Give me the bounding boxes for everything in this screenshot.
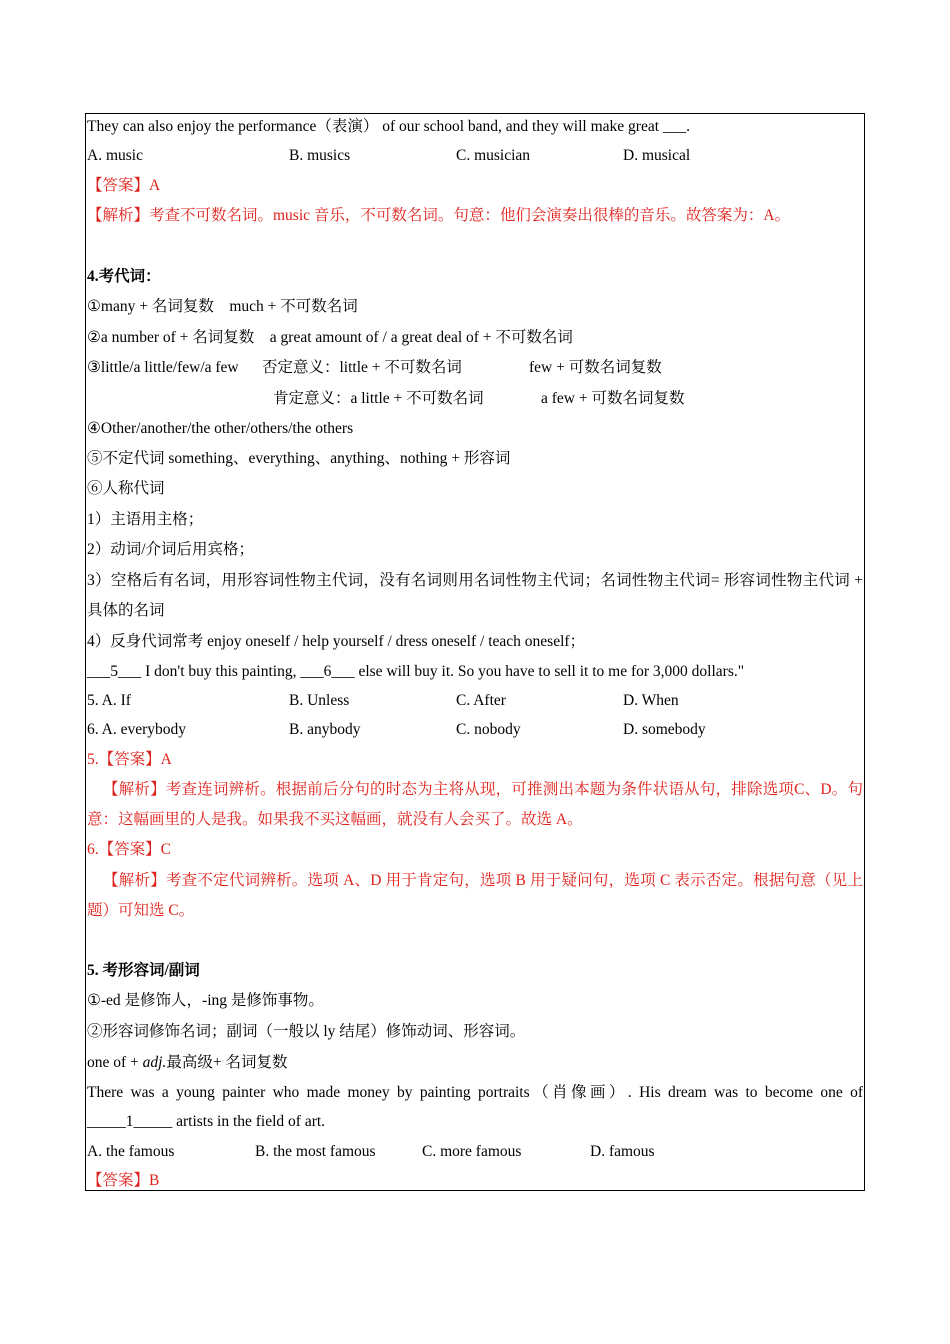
s4-sub-4: 4）反身代词常考 enjoy oneself / help yourself / dress oneself / teach oneself； (87, 633, 586, 650)
option-d: D. somebody (623, 721, 706, 738)
s4-rule-3b (87, 389, 863, 409)
s4-sub-1: 1）主语用主格； (87, 511, 204, 528)
s5-rule-3-post: 最高级+ 名词复数 (166, 1054, 288, 1071)
option-a: A. music (87, 147, 143, 164)
s4-rule-1: ①many + 名词复数 much + 不可数名词 (87, 298, 358, 315)
q1-answer: 【答案】B (87, 1172, 160, 1189)
option-d: D. famous (590, 1143, 655, 1160)
section-4-title: 4.考代词： (87, 268, 161, 285)
s4-rule-5: ⑤不定代词 something、everything、anything、nothing + 形容词 (87, 450, 511, 467)
q6-answer: 6.【答案】C (87, 841, 171, 858)
s4-rule-3-head: ③little/a little/few/a few (87, 359, 239, 376)
option-c: C. more famous (422, 1143, 522, 1160)
option-c: C. After (456, 692, 506, 709)
q3-options (87, 146, 863, 166)
s4-rule-3-negative: 否定意义：little + 不可数名词 (262, 359, 462, 376)
s4-sub-3: 3）空格后有名词，用形容词性物主代词，没有名词则用名词性物主代词；名词性物主代词= 形容词性物主代词 + 具体的名词 (87, 572, 863, 619)
option-b: B. anybody (289, 721, 361, 738)
q1-stem: There was a young painter who made money by painting portraits（肖像画）. His dream was to become one of _____1_____ artists in the field of art. (87, 1084, 863, 1130)
q6-analysis: 【解析】考查不定代词辨析。选项 A、D 用于肯定句，选项 B 用于疑问句，选项 C 表示否定。根据句意（见上题）可知选 C。 (87, 872, 863, 919)
q3-stem: They can also enjoy the performance（表演） of our school band, and they will make great ___. (87, 118, 691, 135)
q5-analysis: 【解析】考查连词辨析。根据前后分句的时态为主将从现，可推测出本题为条件状语从句，排除选项C、D。句意：这幅画里的人是我。如果我不买这幅画，就没有人会买了。故选 A。 (87, 781, 863, 828)
q6-options (87, 720, 863, 740)
s4-rule-3-positive-count: a few + 可数名词复数 (541, 390, 685, 407)
section-5-title: 5. 考形容词/副词 (87, 962, 200, 979)
s4-rule-3 (87, 358, 863, 378)
option-a: 5. A. If (87, 692, 131, 709)
q3-answer: 【答案】A (87, 177, 161, 194)
s5-rule-2: ②形容词修饰名词；副词（一般以 ly 结尾）修饰动词、形容词。 (87, 1023, 526, 1040)
content-table-cell (85, 113, 865, 1191)
option-b: B. Unless (289, 692, 350, 709)
option-c: C. musician (456, 147, 531, 164)
option-d: D. musical (623, 147, 691, 164)
s5-rule-3-adj: adj. (142, 1054, 167, 1071)
option-a: 6. A. everybody (87, 721, 187, 738)
option-b: B. musics (289, 147, 351, 164)
q5-options (87, 691, 863, 711)
s5-rule-1: ①-ed 是修饰人，-ing 是修饰事物。 (87, 992, 324, 1009)
q3-analysis: 【解析】考查不可数名词。music 音乐，不可数名词。句意：他们会演奏出很棒的音乐。故答案为：A。 (87, 207, 791, 224)
s4-rule-6: ⑥人称代词 (87, 480, 165, 497)
option-c: C. nobody (456, 721, 521, 738)
q1-options (87, 1142, 863, 1162)
s5-rule-3-pre: one of + (87, 1054, 143, 1071)
s4-rule-3-negative-count: few + 可数名词复数 (529, 359, 662, 376)
s5-rule-3 (87, 1053, 287, 1073)
s4-sub-2: 2）动词/介词后用宾格； (87, 541, 255, 558)
s4-rule-3-positive: 肯定意义：a little + 不可数名词 (273, 390, 484, 407)
s4-rule-2: ②a number of + 名词复数 a great amount of / a great deal of + 不可数名词 (87, 329, 573, 346)
s4-rule-4: ④Other/another/the other/others/the others (87, 420, 354, 437)
option-a: A. the famous (87, 1143, 175, 1160)
q5-answer: 5.【答案】A (87, 751, 172, 768)
option-d: D. When (623, 692, 679, 709)
option-b: B. the most famous (255, 1143, 376, 1160)
q5-6-stem: ___5___ I don't buy this painting, ___6___ else will buy it. So you have to sell it to me for 3,000 dollars." (87, 663, 745, 680)
